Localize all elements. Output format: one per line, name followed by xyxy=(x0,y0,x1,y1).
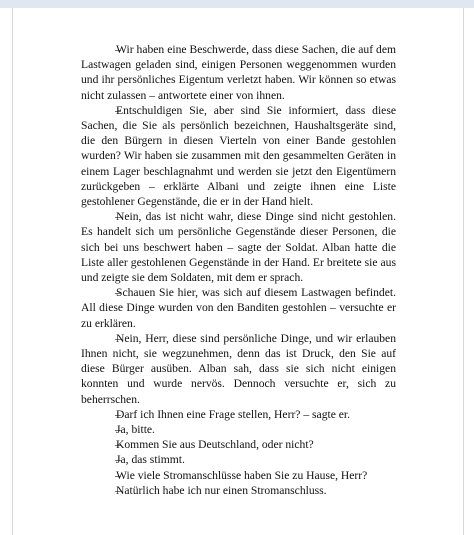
paragraph: – Ja, bitte. xyxy=(81,422,396,437)
paragraph: – Nein, das ist nicht wahr, diese Dinge sind nicht gestohlen. Es handelt sich um persönliche Gegenstände dieser Personen, die sich bei uns beschwert haben – sagte der Soldat. Alban hatte die Liste aller gestohlenen Gegenstände in der Hand. Er breitete sie aus und zeigte sie dem Soldaten, mit dem er sprach. xyxy=(81,209,396,285)
paragraph: – Natürlich habe ich nur einen Stromanschluss. xyxy=(81,483,396,498)
paragraph: – Wie viele Stromanschlüsse haben Sie zu Hause, Herr? xyxy=(81,468,396,483)
paragraph: – Darf ich Ihnen eine Frage stellen, Herr? – sagte er. xyxy=(81,407,396,422)
paragraph: – Schauen Sie hier, was sich auf diesem Lastwagen befindet. All diese Dinge wurden von den Banditen gestohlen – versuchte er zu erklären. xyxy=(81,285,396,331)
paragraph: – Ja, das stimmt. xyxy=(81,452,396,467)
paragraph: – Nein, Herr, diese sind persönliche Dinge, und wir erlauben Ihnen nicht, sie wegzunehmen, denn das ist Druck, den Sie auf diese Bürger ausüben. Alban sah, dass sie sich nicht einigen konnten und wurde nervös. Dennoch versuchte er, sich zu beherrschen. xyxy=(81,331,396,407)
document-page xyxy=(12,8,464,535)
viewer-top-bar xyxy=(0,0,474,8)
page-text-body xyxy=(81,42,396,498)
paragraph: – Entschuldigen Sie, aber sind Sie informiert, dass diese Sachen, die Sie als persönlich bezeichnen, Haushaltsgeräte sind, die den Bürgern in diesen Vierteln von einer Bande gestohlen wurden? Wir haben sie zusammen mit den gesammelten Geräten in einem Lager beschlagnahmt und werden sie jetzt den Eigentümern zurückgeben – erklärte Albani und zeigte ihnen eine Liste gestohlener Gegenstände, die er in der Hand hielt. xyxy=(81,103,396,209)
paragraph: – Wir haben eine Beschwerde, dass diese Sachen, die auf dem Lastwagen geladen sind, einigen Personen weggenommen wurden und ihr persönliches Eigentum verletzt haben. Wir können so etwas nicht zulassen – antwortete einer von ihnen. xyxy=(81,42,396,103)
paragraph: – Kommen Sie aus Deutschland, oder nicht? xyxy=(81,437,396,452)
